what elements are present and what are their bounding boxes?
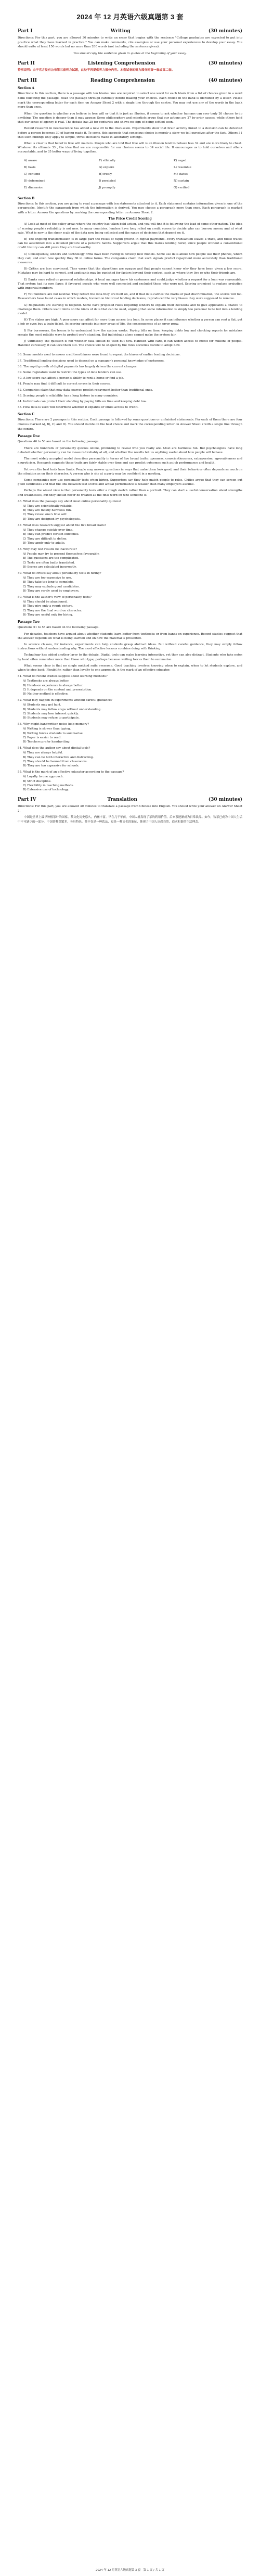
word-bank-item: J) promptly xyxy=(99,186,115,189)
option[interactable]: D) Neither method is effective. xyxy=(23,692,69,696)
section-b-paragraph: D) Critics are less convinced. They worry that the algorithms are opaque and that people cannot know why they have been given a low score. Mistakes may be hard to correct, and applicants may be punished for factors beyond their control, such as where they live or who their friends are. xyxy=(18,267,242,275)
section-b-statement: 38. The rapid growth of digital payments has largely driven the current changes. xyxy=(18,365,138,368)
option[interactable]: C) They reveal one's true self. xyxy=(23,513,67,517)
passage-one-paragraph: There are hundreds of personality quizzes online, promising to reveal who you really are. Most are harmless fun. But psychologists have long debated whether personality can be measured reliably at all, and whether the results tell us anything useful about how people will behave. xyxy=(18,446,242,455)
option[interactable]: A) People may try to present themselves favourably. xyxy=(23,553,100,556)
section-c-directions: Directions: There are 2 passages in this section. Each passage is followed by some questions or unfinished statements. For each of them there are four choices marked A), B), C) and D). You should decide on the best choice and mark the corresponding letter on Answer Sheet 2 with a single line through the centre. xyxy=(18,418,242,431)
section-b-title: The Price Credit Scoring xyxy=(108,217,152,221)
word-bank-item: D) determined xyxy=(24,179,46,183)
section-a-paragraph: What is clear is that belief in free will matters. People who are told that free will is an illusion tend to behave less 32 and are more likely to cheat. Whatever its ultimate 33 , the idea that we are responsible for our choices seems to 34 social life. It encourages us to hold ourselves and others accountable, and to 35 better ways of living together. xyxy=(18,142,242,154)
word-bank-item: L) resemble xyxy=(174,165,191,169)
section-b-statement: 41. People may find it difficult to correct errors in their scores. xyxy=(18,382,111,386)
section-b-statement: 37. Traditional lending decisions used to depend on a manager's personal knowledge of customers. xyxy=(18,359,165,363)
passage-one-heading: Passage One xyxy=(18,434,40,439)
option[interactable]: B) They take too long to complete. xyxy=(23,581,74,584)
part4-name: Translation xyxy=(107,797,138,803)
word-bank-item: E) dimension xyxy=(24,186,44,189)
section-b-paragraph: B) The ongoing transformation is in large part the result of rapid growth in digital payments. Every transaction leaves a trace, and those traces can be assembled into a detailed picture of a person's habits. Supporters argue that this makes lending fairer, since people without a conventional credit history can still prove they are trustworthy. xyxy=(18,237,242,250)
option[interactable]: C) Students may lose interest quickly. xyxy=(23,712,79,715)
section-b-statement: 40. A low score can affect a person's ability to rent a home or find a job. xyxy=(18,377,124,380)
option[interactable]: A) They are always helpful. xyxy=(23,751,63,755)
option[interactable]: C) Paper is easier to read. xyxy=(23,736,62,739)
option[interactable]: C) They are the final word on character. xyxy=(23,609,82,612)
option[interactable]: B) They can be both interactive and distracting. xyxy=(23,755,94,759)
section-b-heading: Section B xyxy=(18,196,35,200)
section-b-directions: Directions: In this section, you are going to read a passage with ten statements attached to it. Each statement contains information given in one of the paragraphs. Identify the paragraph from which the information is derived. You may choose a paragraph more than once. Each paragraph is marked with a letter. Answer the questions by marking the corresponding letter on Answer Sheet 2. xyxy=(18,202,242,214)
part4-header xyxy=(18,797,242,802)
passage-two-paragraph: For decades, teachers have argued about whether students learn better from textbooks or from hands-on experience. Recent studies suggest that the answer depends on what is being learned and on how the material is presented. xyxy=(18,632,242,640)
option[interactable]: C) Flexibility in teaching methods. xyxy=(23,784,74,787)
question-49: 49. What do critics say about personality tests in hiring? xyxy=(18,571,101,575)
option[interactable]: A) Students may get hurt. xyxy=(23,703,61,707)
section-b-statement: 43. Scoring people's reliability has a long history in many countries. xyxy=(18,394,119,398)
page-footer: 2024 年 12 月英语六级真题第 3 套 · 第 1 页 / 共 1 页 xyxy=(95,2569,165,2572)
option[interactable]: B) Writing forces students to summarise. xyxy=(23,732,84,735)
question-52: 52. What may happen in experiments without careful guidance? xyxy=(18,699,112,702)
passage-two-subheading: Questions 51 to 55 are based on the following passage. xyxy=(18,625,100,629)
option[interactable]: D) Extensive use of technology. xyxy=(23,788,69,792)
passage-two-paragraph: Technology has added another layer to the debate. Digital tools can make learning interactive, yet they can also distract. Students who take notes by hand often remember more than those who type, perhaps because writing forces them to summarise. xyxy=(18,653,242,661)
question-54: 54. What does the author say about digital tools? xyxy=(18,747,90,750)
option[interactable]: B) They are mostly harmless fun. xyxy=(23,509,72,512)
word-bank-item: M) status xyxy=(174,172,188,176)
section-b-paragraph: G) Regulators are starting to respond. Some have proposed rules requiring lenders to explain their decisions and to give applicants a chance to challenge them. Others want limits on the kinds of data that can be used, arguing that some information is simply too personal to be fed into a lending model. xyxy=(18,303,242,316)
section-a-heading: Section A xyxy=(18,86,34,91)
passage-two-paragraph: In science classes, for instance, experiments can help students grasp abstract ideas. But without careful guidance, they may simply follow instructions without understanding why. The most effective lessons combine doing with thinking. xyxy=(18,643,242,651)
option[interactable]: D) They are designed by psychologists. xyxy=(23,517,81,521)
part2-name: Listening Comprehension xyxy=(87,61,155,67)
option[interactable]: B) Students may follow steps without understanding. xyxy=(23,708,101,711)
question-51: 51. What do recent studies suggest about learning methods? xyxy=(18,675,108,678)
part1-note: You should copy the sentence given in quotes at the beginning of your essay. xyxy=(73,52,187,55)
word-bank-item: G) explore xyxy=(99,165,114,169)
section-a-directions: Directions: In this section, there is a passage with ten blanks. You are required to select one word for each blank from a list of choices given in a word bank following the passage. Read the passage through carefully before making your choices. Each choice in the bank is identified by a letter. Please mark the corresponding letter for each item on Answer Sheet 2 with a single line through the centre. You may not use any of the words in the bank more than once. xyxy=(18,92,242,109)
section-b-paragraph: J) Ultimately, the question is not whether data should be used but how. Handled with care, it can widen access to credit for millions of people. Handled carelessly, it can lock them out. The choice will be shaped by the rules societies decide to adopt now. xyxy=(18,340,242,348)
part1-time: (30 minutes) xyxy=(208,29,242,34)
part1-directions: Directions: For this part, you are allowed 30 minutes to write an essay that begins with the sentence "College graduates are expected to put into practice what they have learned in practice." You can make comments, cite examples or use your personal experiences to develop your essay. You should write at least 150 words but no more than 200 words (not including the sentence given). xyxy=(18,36,242,49)
word-bank-item: I) persisted xyxy=(99,179,116,183)
option[interactable]: C) They are difficult to define. xyxy=(23,537,68,541)
word-bank-item: B) basis xyxy=(24,165,36,169)
option[interactable]: C) It depends on the content and presentation. xyxy=(23,688,93,691)
part2-time: (30 minutes) xyxy=(208,61,242,67)
part2-header xyxy=(18,61,242,66)
section-b-statement: 39. Some regulators want to restrict the types of data lenders can use. xyxy=(18,371,123,375)
word-bank-item: F) ethically xyxy=(99,159,115,162)
passage-two-paragraph: What seems clear is that no single method suits everyone. Good teaching involves knowing when to explain, when to let students explore, and when to step back. Flexibility, rather than loyalty to one approach, is the mark of an effective educator. xyxy=(18,664,242,672)
section-a-paragraph: When the question is whether you believe in free will or that it is just an illusion, it seems to ask whether humans can ever truly 26 choose to do anything. The question is deeper than it may appear. Some philosophers and scientists argue that our actions are 27 by prior causes, while others hold that our sense of agency is real. The debate has 28 for centuries and shows no sign of being settled soon. xyxy=(18,112,242,124)
passage-one-paragraph: Perhaps the wisest view is that personality tests offer a rough sketch rather than a portrait. They can start a useful conversation about strengths and weaknesses, but they should never be treated as the final word on who someone is. xyxy=(18,489,242,497)
option[interactable]: A) Writing is slower than typing. xyxy=(23,727,71,731)
passage-one-paragraph: Yet even the best tests have limits. People may answer questions in ways that make them look good, and their behaviour often depends as much on the situation as on their character. A person who is shy at a party may be confident in a meeting. xyxy=(18,468,242,476)
option[interactable]: D) Teachers prefer handwriting. xyxy=(23,740,71,744)
document-title: 2024 年 12 月英语六级真题第 3 套 xyxy=(76,13,184,21)
option[interactable]: B) The questions are too complicated. xyxy=(23,557,79,560)
section-b-paragraph: F) Yet numbers are not neutral. They reflect the data they are built on, and if that data carries the marks of past discrimination, the scores will too. Researchers have found cases in which models, trained on historical lending decisions, reproduced the very biases they were supposed to remove. xyxy=(18,293,242,301)
section-b-paragraph: H) The stakes are high. A poor score can affect far more than access to a loan. In some places it can influence whether a person can rent a flat, get a job or even buy a train ticket. As scoring spreads into new areas of life, the consequences of an error grow. xyxy=(18,318,242,326)
part1-label: Part I xyxy=(18,29,33,34)
option[interactable]: A) They are scientifically reliable. xyxy=(23,505,73,508)
translation-text: 中国是世界上最早种植茶叶的国家。茶文化历史悠久，内涵丰富。早在几千年前，中国人就发现了茶的药用价值，后来茶逐渐成为日常饮品。如今，饮茶已成为中国人生活中不可缺少的一部分。中国茶种类繁多，各具特色。茶不仅是一种饮品，更是一种文化的象征，体现了中国人崇尚自然、追求和谐的生活理念。 xyxy=(18,816,242,824)
option[interactable]: C) They should be banned from classrooms. xyxy=(23,760,88,763)
section-c-heading: Section C xyxy=(18,413,35,417)
passage-one-paragraph: Some companies now use personality tests when hiring. Supporters say they help match people to roles. Critics argue that they can screen out good candidates and that the link between test scores and actual performance is weaker than many employers assume. xyxy=(18,479,242,486)
word-bank-item: C) contend xyxy=(24,172,41,176)
part3-header xyxy=(18,78,242,83)
option[interactable]: A) Textbooks are always better. xyxy=(23,680,70,683)
section-b-statement: 36. Some models used to assess creditworthiness were found to repeat the biases of earlier lending decisions. xyxy=(18,353,181,357)
section-b-paragraph: A) Look at most of the policy areas where the country has taken bold action, and you will find it is following the lead of some other nation. The idea of scoring people's reliability is not new. In many countries, lenders have long relied on credit scores to decide who can borrow money and at what rate. What is new is the sheer scale of the data now being collected and the range of decisions that depend on it. xyxy=(18,223,242,235)
word-bank-item: H) freely xyxy=(99,172,112,176)
part1-header xyxy=(18,29,242,34)
passage-one-subheading: Questions 46 to 50 are based on the following passage. xyxy=(18,440,100,444)
option[interactable]: D) Students may refuse to participate. xyxy=(23,716,80,720)
option[interactable]: A) They change quickly over time. xyxy=(23,529,73,532)
question-48: 48. Why may test results be inaccurate? xyxy=(18,547,77,551)
section-b-paragraph: E) Banks once relied on personal relationships. A local manager knew his customers and could judge whether a request for a loan was reasonable. That system had its own flaws: it favoured people who were well connected and excluded those who were not. Scoring promised to replace prejudice with impartial numbers. xyxy=(18,278,242,290)
question-55: 55. What is the mark of an effective educator according to the passage? xyxy=(18,771,124,774)
option[interactable]: D) Scores are calculated incorrectly. xyxy=(23,565,77,569)
section-b-statement: 45. How data is used will determine whether it expands or limits access to credit. xyxy=(18,406,139,409)
part1-name: Writing xyxy=(110,29,131,34)
section-b-paragraph: C) Consequently, lenders and technology firms have been racing to develop new models. Some use data about how people use their phones, whom they call, and even how quickly they fill in online forms. The companies claim that such signals predict repayment more accurately than traditional measures. xyxy=(18,252,242,264)
option[interactable]: D) They are useful only for hiring. xyxy=(23,613,73,617)
part3-label: Part III xyxy=(18,78,37,84)
part4-directions: Directions: For this part, you are allowed 30 minutes to translate a passage from Chinese into English. You should write your answer on Answer Sheet 2. xyxy=(18,805,242,813)
question-46: 46. What does the passage say about most online personality quizzes? xyxy=(18,499,122,503)
option[interactable]: D) They are too expensive for schools. xyxy=(23,764,80,768)
option[interactable]: B) Hands-on experience is always better. xyxy=(23,684,83,687)
option[interactable]: A) They should be abandoned. xyxy=(23,600,68,604)
section-b-statement: 42. Companies claim that new data sources predict repayment better than traditional ones. xyxy=(18,388,153,392)
part2-label: Part II xyxy=(18,61,35,67)
part4-time: (30 minutes) xyxy=(208,797,242,803)
option[interactable]: D) They apply only to adults. xyxy=(23,541,66,545)
passage-two-heading: Passage Two xyxy=(18,620,40,624)
part4-label: Part IV xyxy=(18,797,36,803)
question-50: 50. What is the author's view of personality tests? xyxy=(18,595,92,599)
part3-name: Reading Comprehension xyxy=(90,78,155,84)
option[interactable]: A) Loyalty to one approach. xyxy=(23,775,64,779)
word-bank-item: K) raged xyxy=(174,159,187,162)
option[interactable]: B) They can predict certain outcomes. xyxy=(23,533,80,536)
option[interactable]: C) They may exclude good candidates. xyxy=(23,585,80,588)
question-53: 53. Why might handwritten notes help memory? xyxy=(18,723,89,726)
part2-warning: 特别说明：由于官方没有公布第三套听力试题，此处不再提供听力部分内容。本套试卷的听力部分同第一套或第二套。 xyxy=(18,69,175,72)
section-b-paragraph: I) For borrowers, the lesson is to understand how the system works. Paying bills on time, keeping debts low and checking reports for mistakes remain the most reliable ways to protect one's standing. But individuals alone cannot make the system fair. xyxy=(18,329,242,337)
word-bank-item: A) aware xyxy=(24,159,37,162)
section-a-paragraph: Recent research in neuroscience has added a new 29 to the discussion. Experiments show that brain activity linked to a decision can be detected before a person becomes 30 of having made it. To some, this suggests that conscious choice is merely a story we tell ourselves after the fact. Others 31 that such findings only apply to simple, trivial decisions made in laboratory settings. xyxy=(18,127,242,139)
question-47: 47. What does research suggest about the five broad traits? xyxy=(18,523,107,527)
word-bank-item: N) sustain xyxy=(174,179,189,183)
option[interactable]: D) They are rarely used by employers. xyxy=(23,589,80,593)
option[interactable]: B) Strict discipline. xyxy=(23,779,51,783)
option[interactable]: B) They give only a rough picture. xyxy=(23,605,73,608)
word-bank-item: O) verified xyxy=(174,186,190,189)
part3-time: (40 minutes) xyxy=(208,78,242,84)
option[interactable]: C) Tests are often badly translated. xyxy=(23,561,75,565)
option[interactable]: A) They are too expensive to use. xyxy=(23,576,72,580)
section-b-statement: 44. Individuals can protect their standing by paying bills on time and keeping debt low. xyxy=(18,400,147,404)
passage-one-paragraph: The most widely accepted model describes personality in terms of five broad traits: openness, conscientiousness, extraversion, agreeableness and neuroticism. Research suggests these traits are fairly stable over time and can predict outcomes such as job performance and health. xyxy=(18,457,242,465)
word-bank xyxy=(24,158,236,191)
